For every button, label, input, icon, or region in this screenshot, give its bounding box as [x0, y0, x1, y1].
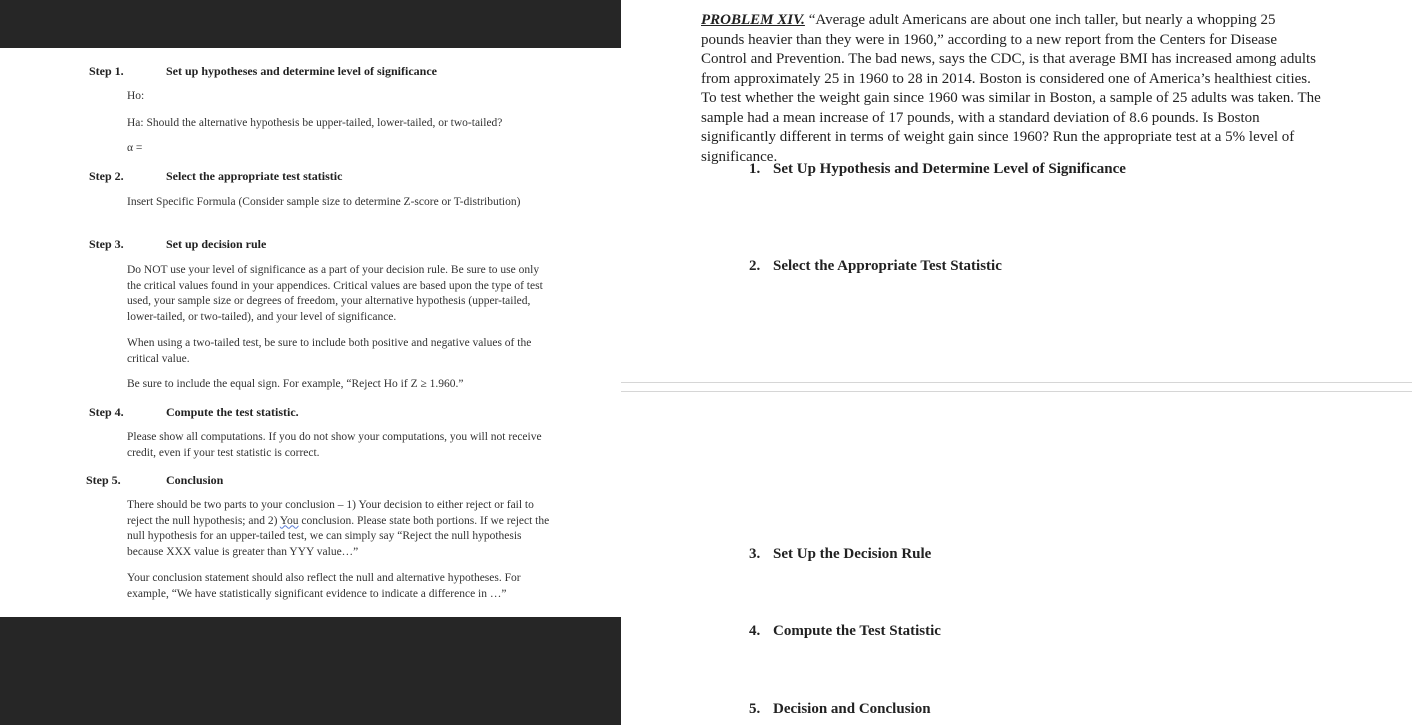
step-5-text-part-b: conclusion. Please state both portions. If we reject the null hypothesis for an upper-tailed test, we can simply say “Reject the null hypothesis because XXX value is greater than YYY value…”: [127, 514, 550, 558]
section-heading-1: [749, 161, 1126, 178]
spellcheck-flagged-word[interactable]: You: [279, 514, 299, 527]
step-3-paragraph-3: Be sure to include the equal sign. For example, “Reject Ho if Z ≥ 1.960.”: [127, 378, 464, 390]
section-number: 2.: [749, 258, 761, 274]
problem-statement: [701, 11, 1321, 167]
section-label: Set Up the Decision Rule: [773, 546, 932, 562]
section-heading-2: [749, 258, 1002, 275]
problem-body: “Average adult Americans are about one inch taller, but nearly a whopping 25 pounds heavier than they were in 1960,” according to a new report from the Centers for Disease Control and Prevention. The bad news, says the CDC, is that average BMI has increased among adults from approximately 25 in 1960 to 28 in 2014. Boston is considered one of America’s healthiest cities. To test whether the weight gain since 1960 was similar in Boston, a sample of 25 adults was taken. The sample had a mean increase of 17 pounds, with a standard deviation of 8.6 pounds. Is Boston significantly different in terms of weight gain since 1960? Run the appropriate test at a 5% level of significance.: [701, 12, 1321, 165]
step-5-number: Step 5.: [86, 473, 121, 487]
step-4-title: Compute the test statistic.: [166, 405, 299, 419]
step-1-ho: Ho:: [127, 90, 145, 102]
step-2-formula: Insert Specific Formula (Consider sample size to determine Z-score or T-distribution): [127, 196, 521, 208]
step-1-number: Step 1.: [89, 64, 124, 78]
section-number: 1.: [749, 161, 761, 177]
section-heading-5: [749, 701, 931, 718]
step-3-title: Set up decision rule: [166, 237, 267, 251]
step-2-number: Step 2.: [89, 169, 124, 183]
problem-label: PROBLEM XIV.: [701, 12, 805, 28]
section-heading-3: [749, 546, 931, 563]
problem-document[interactable]: [621, 0, 1412, 725]
section-label: Decision and Conclusion: [773, 701, 931, 717]
section-heading-4: [749, 623, 941, 640]
step-2-title: Select the appropriate test statistic: [166, 169, 343, 183]
step-4-number: Step 4.: [89, 405, 124, 419]
step-5-paragraph-2: Your conclusion statement should also reflect the null and alternative hypotheses. For example, “We have statistically significant evidence to indicate a difference in …”: [127, 572, 521, 600]
step-5-text-part-a: There should be two parts to your conclusion – 1) Your decision to either reject or fail to reject the null hypothesis; and 2): [127, 499, 534, 527]
section-number: 5.: [749, 701, 761, 717]
step-4-paragraph: Please show all computations. If you do not show your computations, you will not receive credit, even if your test statistic is correct.: [127, 431, 542, 459]
section-label: Select the Appropriate Test Statistic: [773, 258, 1002, 274]
page-break-divider: [621, 382, 1412, 392]
section-label: Set Up Hypothesis and Determine Level of Significance: [773, 161, 1126, 177]
left-document-viewer[interactable]: [0, 0, 621, 725]
instruction-page: [0, 48, 621, 617]
step-3-paragraph-1: Do NOT use your level of significance as a part of your decision rule. Be sure to use only the critical values found in your appendices. Critical values are based upon the type of test used, your sample size or degrees of freedom, your alternative hypothesis (upper-tailed, lower-tailed, or two-tailed), and your level of significance.: [127, 264, 543, 323]
step-1-alpha: α =: [127, 142, 143, 154]
step-1-ha: Ha: Should the alternative hypothesis be upper-tailed, lower-tailed, or two-tailed?: [127, 117, 503, 129]
step-3-paragraph-2: When using a two-tailed test, be sure to include both positive and negative values of the critical value.: [127, 337, 532, 365]
step-5-title: Conclusion: [166, 473, 224, 487]
section-label: Compute the Test Statistic: [773, 623, 941, 639]
step-1-title: Set up hypotheses and determine level of significance: [166, 64, 437, 78]
section-number: 3.: [749, 546, 761, 562]
step-3-number: Step 3.: [89, 237, 124, 251]
section-number: 4.: [749, 623, 761, 639]
step-5-paragraph-1: [127, 498, 555, 560]
